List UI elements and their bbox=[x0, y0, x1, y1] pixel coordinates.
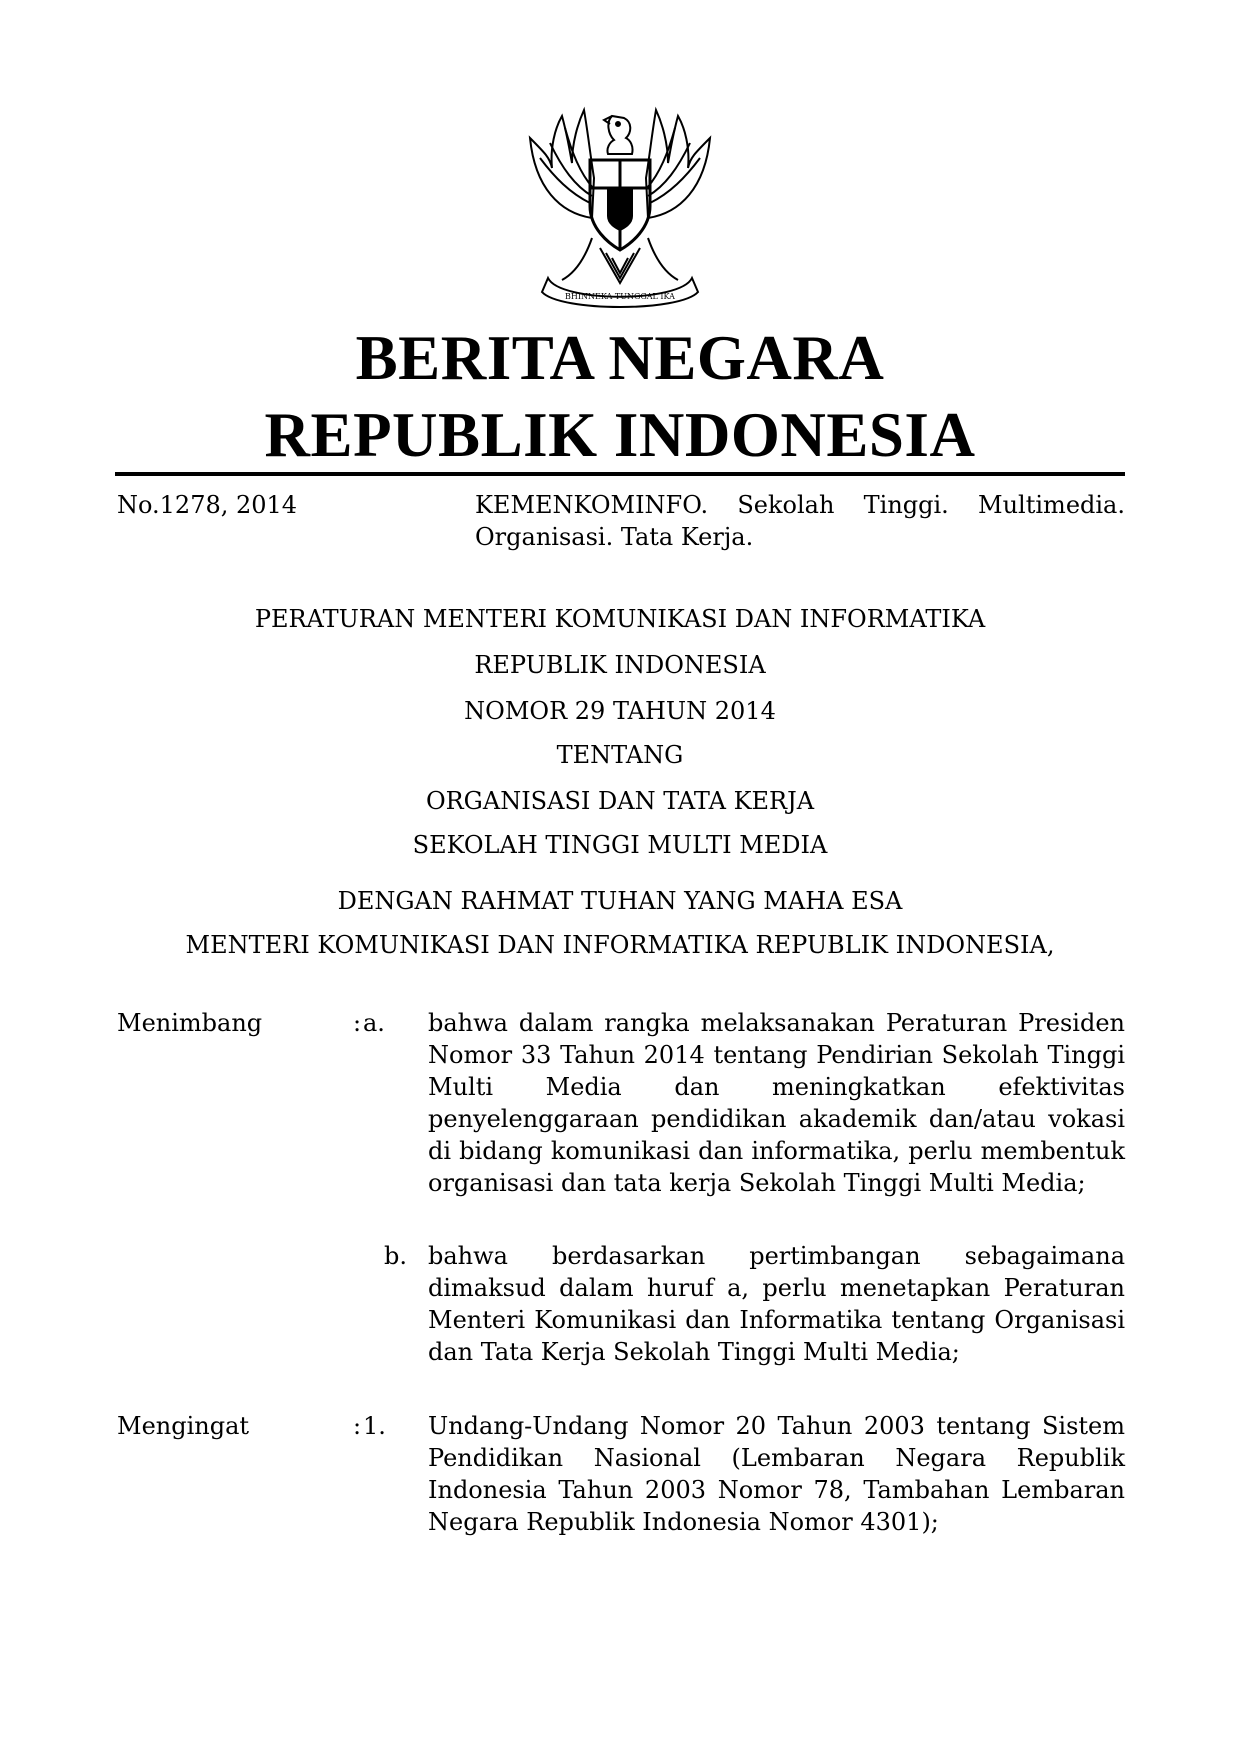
garuda-emblem-icon bbox=[520, 98, 720, 312]
title-line-5: ORGANISASI DAN TATA KERJA bbox=[425, 787, 815, 815]
mengingat-item-1: Undang-Undang Nomor 20 Tahun 2003 tentang Sistem Pendidikan Nasional (Lembaran Negara Republik Indonesia Tahun 2003 Nomor 78, Tambahan Lembaran Negara Republik Indonesia Nomor 4301); bbox=[428, 1412, 1125, 1536]
issuer: MENTERI KOMUNIKASI DAN INFORMATIKA REPUBLIK INDONESIA, bbox=[185, 931, 1055, 959]
gazette-subject: KEMENKOMINFO. Sekolah Tinggi. Multimedia. Organisasi. Tata Kerja. bbox=[475, 491, 1125, 551]
title-line-2: REPUBLIK INDONESIA bbox=[474, 651, 766, 679]
invocation: DENGAN RAHMAT TUHAN YANG MAHA ESA bbox=[337, 887, 903, 915]
menimbang-label: Menimbang bbox=[117, 1009, 263, 1037]
menimbang-colon: : bbox=[353, 1009, 362, 1037]
emblem-motto: BHINNEKA TUNGGAL IKA bbox=[565, 292, 675, 301]
title-line-1: PERATURAN MENTERI KOMUNIKASI DAN INFORMATIKA bbox=[254, 605, 986, 633]
gazette-number: No.1278, 2014 bbox=[117, 491, 298, 519]
mengingat-colon: : bbox=[353, 1412, 362, 1440]
mengingat-marker-1: 1. bbox=[363, 1412, 386, 1440]
title-line-6: SEKOLAH TINGGI MULTI MEDIA bbox=[412, 831, 828, 859]
masthead-title: BERITA NEGARA bbox=[355, 323, 885, 393]
masthead-subtitle: REPUBLIK INDONESIA bbox=[264, 400, 976, 470]
mengingat-label: Mengingat bbox=[117, 1412, 250, 1440]
title-line-3: NOMOR 29 TAHUN 2014 bbox=[464, 697, 776, 725]
menimbang-item-a: bahwa dalam rangka melaksanakan Peraturan Presiden Nomor 33 Tahun 2014 tentang Pendirian Sekolah Tinggi Multi Media dan meningkatkan efektivitas penyelenggaraan pendidikan akademik dan/atau vokasi di bidang komunikasi dan informatika, perlu membentuk organisasi dan tata kerja Sekolah Tinggi Multi Media; bbox=[428, 1009, 1125, 1197]
title-line-4: TENTANG bbox=[556, 741, 684, 769]
menimbang-marker-b: b. bbox=[384, 1242, 407, 1270]
masthead-divider bbox=[115, 472, 1125, 476]
menimbang-marker-a: a. bbox=[363, 1009, 385, 1037]
menimbang-item-b: bahwa berdasarkan pertimbangan sebagaimana dimaksud dalam huruf a, perlu menetapkan Peraturan Menteri Komunikasi dan Informatika tentang Organisasi dan Tata Kerja Sekolah Tinggi Multi Media; bbox=[428, 1242, 1125, 1366]
